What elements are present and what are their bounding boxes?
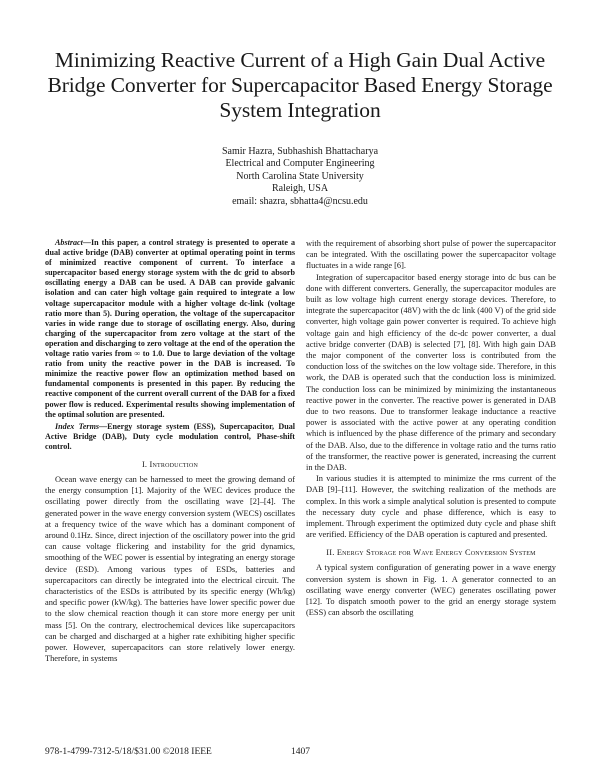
body-paragraph: In various studies it is attempted to minimize the rms current of the DAB [9]–[11]. However, the switching realization of the methods are complex. In this work a simple analytical solution is presented to compute the necessary duty cycle and phase difference, which is easy to implement. Through experiment the optimized duty cycle and phase shift are verified. Efficiency of the DAB operation is captured and presented.	[306, 474, 556, 540]
body-paragraph-continued: with the requirement of absorbing short pulse of power the supercapacitor can be integrated. With the oscillating power the supercapacitor voltage fluctuates in a wide range [6].	[306, 239, 556, 271]
left-column	[45, 238, 295, 664]
abstract-text: —In this paper, a control strategy is presented to operate a dual active bridge (DAB) converter at optimal operating point in terms of minimized reactive component of current. To interface a supercapacitor based energy storage system with the dc grid to absorb oscillating energy a DAB can be used. A DAB can provide galvanic isolation and can cater high voltage gain required to integrate a low voltage supercapacitor module with a higher voltage dc-link (voltage ratio more than 5). During operation, the voltage of the supercapacitor varies in wide range due to storage of oscillating energy. Also, during charging of the supercapacitor from zero voltage at the start of the operation and discharging to zero voltage at the end of the operation the voltage ratio varies from ∞ to 1.0. Due to large deviation of the voltage ratio from unity the reactive power in the DAB is increased. To minimize the reactive power flow an optimization method based on fundamental components is presented in this paper. By reducing the reactive component of the current overall current of the DAB for a fixed power flow is reduced. Experimental results showing implementation of the optimal solution are presented.	[45, 238, 295, 419]
author-department: Electrical and Computer Engineering	[225, 158, 375, 170]
index-terms	[45, 422, 295, 452]
index-terms-lead: Index Terms	[55, 421, 100, 431]
author-block	[150, 146, 450, 208]
author-names: Samir Hazra, Subhashish Bhattacharya	[221, 146, 379, 157]
section-heading-introduction: I. Introduction	[141, 459, 199, 469]
author-location: Raleigh, USA	[271, 183, 329, 195]
index-terms-text: —Energy storage system (ESS), Supercapacitor, Dual Active Bridge (DAB), Duty cycle modulation control, Phase-shift control.	[45, 421, 295, 451]
author-university: North Carolina State University	[236, 170, 364, 182]
page-number: 1407	[291, 747, 310, 757]
intro-paragraph: Ocean wave energy can be harnessed to meet the growing demand of the energy consumption [1]. Majority of the WEC devices produce the oscillating power directly from the oscillating wave [2]–[4]. The generated power in the wave energy conversion system (WECS) oscillates at a frequency twice of the wave which has a dominant component of around 0.1Hz. Since, direct injection of the oscillatory power into the grid can cause voltage flickering and instability for the grid dynamics, smoothing of the WEC power is essential by integrating an energy storage device (ESD). Among various types of ESDs, batteries and supercapacitors can directly be integrated into the electrical circuit. The characteristics of the ESDs is attributed by its specific energy (Wh/kg) and specific power (kW/kg). The batteries have lower specific power due to the slow chemical reaction though it can store more energy per unit mass [5]. On the contrary, electrochemical devices like supercapacitors can be charged and discharged at a higher rate exhibiting higher specific power. However, supercapacitors can store relatively lower energy. Therefore, in systems	[45, 474, 295, 664]
paper-title: Minimizing Reactive Current of a High Gain Dual Active Bridge Converter for Supercapacitor Based Energy Storage System Integration	[47, 48, 553, 122]
abstract-lead: Abstract	[55, 238, 83, 247]
body-paragraph: Integration of supercapacitor based energy storage into dc bus can be done with different converters. Generally, the supercapacitor modules are built as low voltage high current energy storage devices. Therefore, to integrate the supercapacitor (48V) with the dc link (400 V) of the grid side converter, high voltage gain power converter is required. To achieve high voltage gain and high efficiency of the dc-dc power converter, a dual active bridge converter (DAB) is selected [7], [8]. With high gain DAB the major component of the converter loss is contributed from the conduction loss of the switches on the low voltage side. Therefore, in this work, the DAB is operated such that the conduction loss is minimized. The conduction loss can be minimized by minimizing the instantaneous reactive power in the converter. The reactive power is generated in DAB due to two reasons. Due to transformer leakage inductance a reactive power is associated with the active power at any operating condition which is influenced by the phase difference of the primary and secondary of the DAB. Also, due to the difference in voltage ratio and the turns ratio of the transformer, the reactive power is generated, increasing the current in the DAB.	[306, 272, 556, 473]
right-column	[306, 238, 556, 619]
footer-copyright: 978-1-4799-7312-5/18/$31.00 ©2018 IEEE	[45, 747, 212, 757]
author-email: email: shazra, sbhatta4@ncsu.edu	[232, 195, 368, 207]
section-heading-energy-storage: II. Energy Storage for Wave Energy Conversion System	[326, 548, 536, 558]
body-paragraph: A typical system configuration of generating power in a wave energy conversion system is shown in Fig. 1. A generator connected to an oscillating wave energy converter (WEC) generates oscillating power [12]. To dispatch smooth power to the grid an energy storage system (ESS) can absorb the oscillating	[306, 563, 556, 618]
abstract	[45, 238, 295, 420]
